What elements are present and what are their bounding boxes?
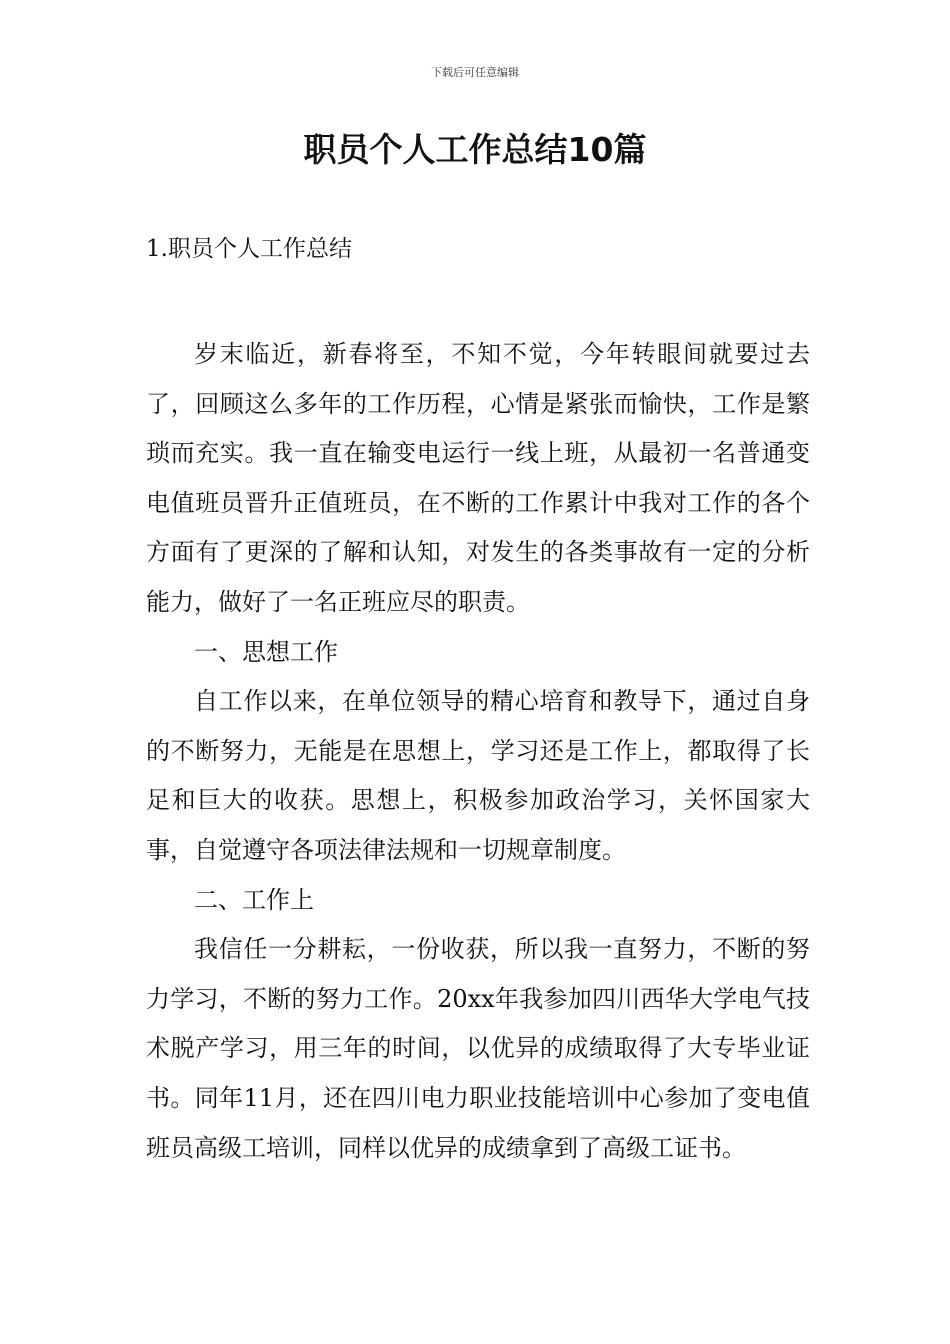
paragraph-work: 我信任一分耕耘，一份收获，所以我一直努力，不断的努力学习，不断的努力工作。20xx年我参加四川西华大学电气技术脱产学习，用三年的时间，以优异的成绩取得了大专毕业证书。同年11月，还在四川电力职业技能培训中心参加了变电值班员高级工培训，同样以优异的成绩拿到了高级工证书。 xyxy=(146,935,810,1162)
paragraph-thought-work: 自工作以来，在单位领导的精心培育和教导下，通过自身的不断努力，无能是在思想上，学习还是工作上，都取得了长足和巨大的收获。思想上，积极参加政治学习，关怀国家大事，自觉遵守各项法律法规和一切规章制度。 xyxy=(146,687,810,864)
body-text xyxy=(146,330,810,1173)
subheading-work: 二、工作上 xyxy=(194,885,314,914)
document-title: 职员个人工作总结10篇 xyxy=(303,130,647,169)
subheading-thought-work: 一、思想工作 xyxy=(194,637,338,666)
page-header-note: 下载后可任意编辑 xyxy=(431,66,519,79)
paragraph-intro: 岁末临近，新春将至，不知不觉，今年转眼间就要过去了，回顾这么多年的工作历程，心情是紧张而愉快，工作是繁琐而充实。我一直在输变电运行一线上班，从最初一名普通变电值班员晋升正值班员，在不断的工作累计中我对工作的各个方面有了更深的了解和认知，对发生的各类事故有一定的分析能力，做好了一名正班应尽的职责。 xyxy=(146,340,810,616)
section-heading: 1.职员个人工作总结 xyxy=(146,236,352,262)
